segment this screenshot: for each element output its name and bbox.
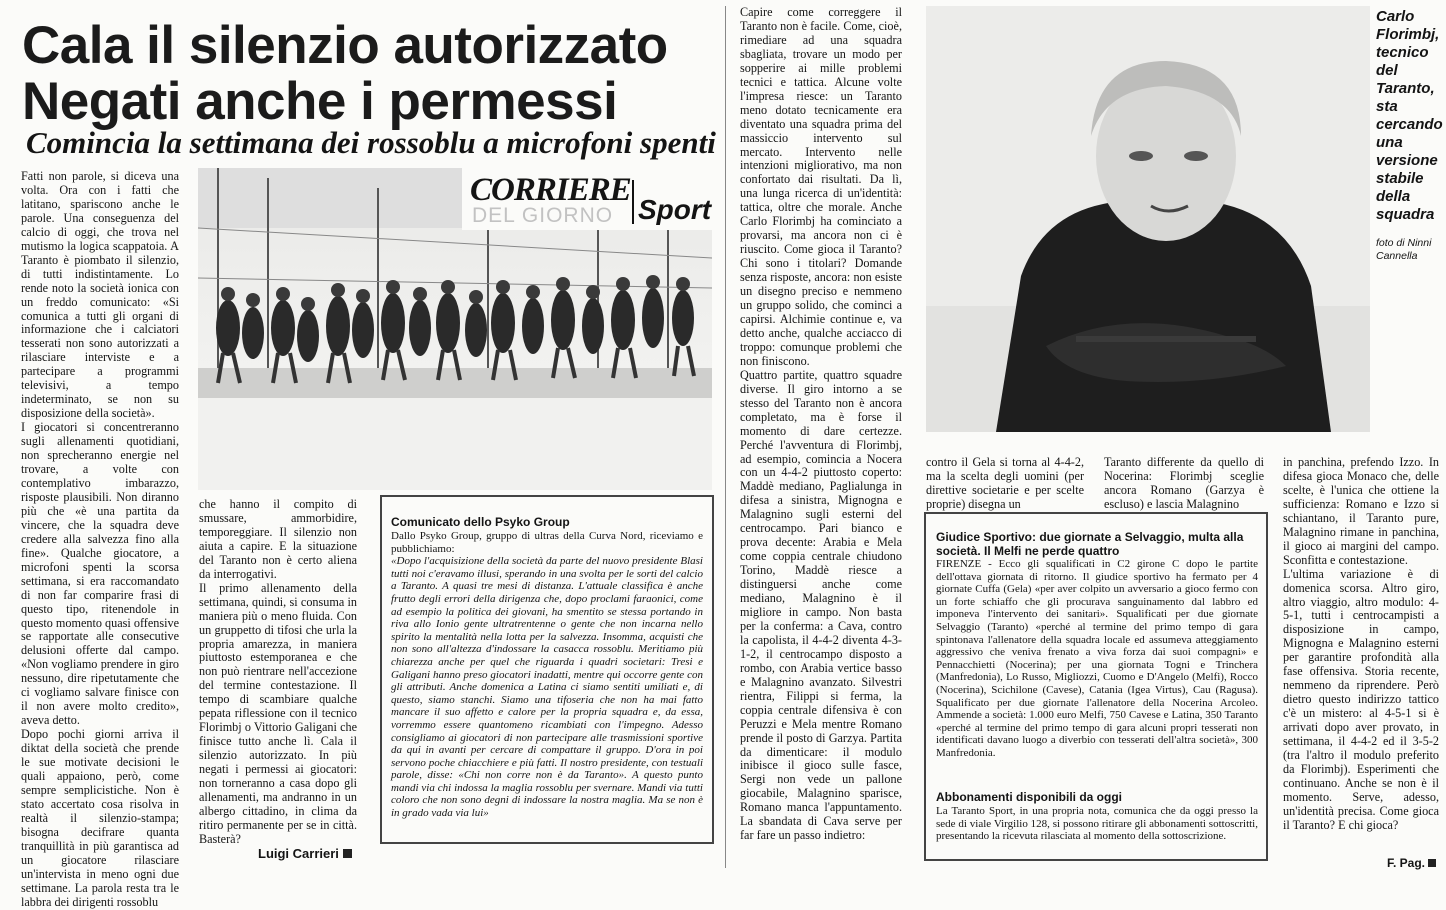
paragraph: in panchina, prefendo Izzo. In difesa gioca Monaco che, delle scelte, è l'unica che ottiene la sufficienza: Romano e Izzo si schiantano, il Taranto pure, Malagnino rimane in panchina, il gioco ai margini del campo. Sconfitta e contestazione. xyxy=(1283,455,1439,567)
giudice-title: Giudice Sportivo: due giornate a Selvaggio, multa alla società. Il Melfi ne perde quattro xyxy=(936,530,1244,558)
end-mark xyxy=(1428,859,1436,867)
article-column-4: contro il Gela si torna al 4-4-2, ma la scelta degli uomini (per direttive societarie e per scelte proprie) disegna un xyxy=(926,455,1084,511)
paragraph: Il primo allenamento della settimana, quindi, si consuma in maniera più o meno fluida. Con un gruppetto di tifosi che urla la propria amarezza, in maniera piuttosto estemporanea e che non può rientrare nell'accezione del termine contestazione. Il tempo di scambiare qualche pepata riflessione con il tecnico Florimbj o Vittorio Galigani che finisce tutto anche lì. Cala il silenzio autorizzato. In più negati i permessi ai giocatori: non torneranno a casa dopo gli allenamenti, ma andranno in un albergo cittadino, in clima da ritiro permanente per se in città. Basterà? xyxy=(199,580,357,846)
giudice-body: FIRENZE - Ecco gli squalificati in C2 girone C dopo le partite dell'ottava giornata di ritorno. Il giudice sportivo ha fermato per 4 giornate Cuffa (Gela) «per aver colpito un avversario a gioco fermo con un forte schiaffo che gli procurava sanguinamento dal labbro ed imponeva l'intervento dei sanitari». Squalificati per due giornate Selvaggio (Taranto) «perché al termine del primo tempo di gara spintonava l'allenatore della squadra locale ed assumeva atteggiamento aggressivo che veniva frenato a viva forza dai suoi compagni» e Pennacchietti (Nocerina); per una giornata Togni e Trinchera (Manfredonia), Lo Russo, Migliozzi, Cuomo e D'Angelo (Melfi), Rocco (Nocerina), Scichilone (Cavese), Catania (Igea Virtus), Cau (Ragusa). Squalificato per due giornate l'allenatore della Nocerina Arcoleo. Ammende a società: 1.000 euro Melfi, 750 Cavese e Latina, 350 Taranto «perché al termine del primo tempo di gara alcuni propri tesserati non identificati davano luogo a diverbio con tesserati dell'altra società», 300 Manfredonia. xyxy=(936,558,1258,759)
author-name: Luigi Carrieri xyxy=(258,846,339,861)
article-column-2 xyxy=(199,498,357,847)
headline-line2: Negati anche i permessi xyxy=(22,72,618,131)
paragraph: che hanno il compito di smussare, ammorbidire, temporeggiare. Il silenzio non aiuta a capire. E la situazione del Taranto non è certo aliena da interrogativi. xyxy=(199,497,357,581)
paragraph: Capire come correggere il Taranto non è facile. Come, cioè, rimediare ad una squadra sbagliata, trovare un modo per sopperire ai mille problemi tecnici e tattica. Alcune volte l'impresa riesce: un Taranto meno dotato tecnicamente era diventato una squadra prima del massiccio intervento sul mercato. Intervento nelle intenzioni migliorativo, ma non confortato dai risultati. Da lì, una lunga ricerca di un'identità: tattica, oltre che morale. Anche Carlo Florimbj ha cominciato a provarsi, ma ancora non ci è riuscito. Come gioca il Taranto? Chi sono i titolari? Domande senza risposte, ancora: non esiste un disegno preciso e nemmeno un gruppo solido, che cominci a capirsi. Alchimie continue e, va detto anche, qualche acciacco di troppo: comunque problemi che non finiscono. xyxy=(740,5,902,368)
headline-line1: Cala il silenzio autorizzato xyxy=(22,16,668,75)
page-footer-label: F. Pag. xyxy=(1387,856,1426,870)
column-divider xyxy=(725,6,726,868)
psyko-body: «Dopo l'acquisizione della società da parte del nuovo presidente Blasi tutti noi c'eravamo illusi, sperando in una svolta per le sorti del calcio a Taranto. A quasi tre mesi di distanza. L'attuale classifica è anche frutto degli errori della dirigenza che, dopo proclami faraonici, come ad esempio la politica dei giovani, ha smentito se stessa portando in riva allo Ionio gente ultratrentenne o gente che non incarna nello spirito la mentalità nella lotta per la salvezza. Insomma, acquisti che non sono all'altezza d'indossare la casacca rossoblu. Meritiamo più chiarezza anche per quel che riguarda i quadri societari: Tresi e Galigani hanno preso giocatori inadatti, mentre qui occorre gente con gli attributi. Anche domenica a Latina ci siamo sentiti umiliati e, di questo, siamo stanchi. Siamo una tifoseria che non ha mai fatto mancare il suo affetto e calore per la propria squadra e, da essa, vorremmo essere quantomeno ricambiati con l'impegno. Adesso consigliamo ai giocatori di non partecipare alle trasmissioni sportive da qui in avanti per cercare di compattare il gruppo. D'ora in poi servono poche chiacchiere e più fatti. Il nostro presidente, con testuali parole, disse: «Chi non corre non è da Taranto». A questo punto mandi via chi indossa la maglia rossoblu per svernare. Mandi via tutti coloro che non sono degni di indossare la nostra maglia. Ma se non è in grado vada via lui» xyxy=(391,555,703,820)
end-mark xyxy=(343,849,352,858)
logo-corriere: CORRIERE xyxy=(470,172,631,208)
logo-divider xyxy=(632,180,634,224)
giudice-sportivo-box xyxy=(924,512,1268,861)
logo-del-giorno: DEL GIORNO xyxy=(472,204,614,227)
author-signature xyxy=(258,846,352,861)
article-column-1 xyxy=(21,170,179,910)
psyko-intro: Dallo Psyko Group, gruppo di ultras della Curva Nord, riceviamo e pubblichiamo: xyxy=(391,530,703,555)
abbonamenti-title: Abbonamenti disponibili da oggi xyxy=(936,790,1122,804)
photo-caption: Carlo Florimbj, tecnico del Taranto, sta cercando una versione stabile della squadra xyxy=(1376,8,1443,223)
paragraph: Quattro partite, quattro squadre diverse. Il giro intorno a se stesso del Taranto non è ancora completato, ma è forse il momento di dare certezze. Perché l'avventura di Florimbj, ad esempio, cominciа a Nocera con un 4-4-2 piuttosto coperto: Maddè mediano, Paglialunga in difesa a sinistra, Mignogna e Malagnino sugli esterni del centrocampo. Pari bianco e prova decente: Arabia e Mela come coppia centrale chiudono Torino, Maddè riesce a distinguersi anche come mediano, Malagnino è il migliore in campo. Non basta per la conferma: a Cava, contro la capolista, il 4-4-2 diventa 4-3-1-2, il centrocampo disposto a rombo, con Arabia vertice basso e Malagnino avanzato. Silvestri rientra, Filippi si ferma, la coppia centrale difensiva è con Peruzzi e Mela mentre Romano prende il posto di Garzya. Partita da dimenticare: il modulo inibisce il gioco sulle fasce, Sergi non vede un pallone giocabile, Malagnino sparisce, Romano manca l'appuntamento. La sbandata di Cava serve per far fare un passo indietro: xyxy=(740,367,902,843)
photo-credit: foto di Ninni Cannella xyxy=(1376,237,1432,262)
headline-subtitle: Comincia la settimana dei rossoblu a microfoni spenti xyxy=(26,125,716,160)
psyko-title: Comunicato dello Psyko Group xyxy=(391,515,570,529)
florimbj-photo-image xyxy=(926,6,1370,432)
page-footer xyxy=(1387,856,1436,870)
article-column-5: Taranto differente da quello di Nocerina: Florimbj sceglie ancora Romano (Garzya è escluso) e lascia Malagnino xyxy=(1104,455,1264,511)
abbonamenti-body: La Taranto Sport, in una propria nota, comunica che da oggi presso la sede di viale Virgilio 128, si possono ritirare gli abbonamenti sottoscritti, presentando la ricevuta rilasciata al momento della sottoscrizione. xyxy=(936,805,1258,843)
psyko-group-box xyxy=(380,495,714,844)
paragraph: Fatti non parole, si diceva una volta. Ora con i fatti che latitano, spariscono anche le parole. Una conseguenza del calcio di oggi, che trova nel mutismo la logica scappatoia. A Taranto è piombato il silenzio, di tutti indistintamente. Lo rende noto la società ionica con un freddo comunicato: «Si comunica a tutti gli organi di informazione che i calciatori tesserati non sono autorizzati a rilasciare interviste e a partecipare a programmi televisivi, a tempo indeterminato, se non su disposizione della società». xyxy=(21,169,179,421)
paragraph: Dopo pochi giorni arriva il diktat della società che prende le sue motivate decisioni le quali appaiono, però, come sempre semplicistiche. Non è stato accertato cosa risolva in realtà il silenzio-stampa; bisogna decifrare quanta tranquillità in più garantisca ad un giocatore rilasciare un'intervista in meno ogni due settimane. La parola resta tra le labbra dei dirigenti rossoblu xyxy=(21,727,179,909)
logo-sport: Sport xyxy=(638,194,712,225)
paragraph: L'ultima variazione è di domenica scorsa. Altro giro, altro viaggio, altro modulo: 4-5-1, tutti i centrocampisti a disposizione in campo, Mignogna e Malagnino esterni per garantire profondità alla fase offensiva. Storia recente, nemmeno da riprendere. Però dietro questo indirizzo tattico c'è un mistero: al 4-5-1 si è arrivati dopo aver provato, in settimana, il 4-4-2 ed il 3-5-2 (tra l'altro il modulo preferito da Florimbj). Esperimenti che continuano. Anche se non è il momento. Serve, adesso, un'identità precisa. Come gioca il Taranto? E chi gioca? xyxy=(1283,566,1439,832)
psyko-text xyxy=(391,530,703,820)
corriere-logo xyxy=(462,168,727,230)
paragraph: I giocatori si concentreranno sugli allenamenti quotidiani, non sprecheranno energie nel trovare, a volte con contemplativo imbarazzo, risposte plausibili. Non diranno più che «è una partita da vincere, che la squadra deve credere alla salvezza fino alla fine». Qualche giocatore, a microfoni spenti la scorsa settimana, si era raccomandato di non far comparire frasi di questo tipo, ritenendole in questo momento quasi offensive se rapportate alle consecutive delusioni offerte dal campo. «Non vogliamo prendere in giro nessuno, dire ripetutamente che ci vogliamo salvare finisce con il non avere molto credito», aveva detto. xyxy=(21,420,179,728)
article-column-3 xyxy=(740,6,902,843)
article-column-6 xyxy=(1283,456,1439,833)
florimbj-photo xyxy=(926,6,1370,432)
